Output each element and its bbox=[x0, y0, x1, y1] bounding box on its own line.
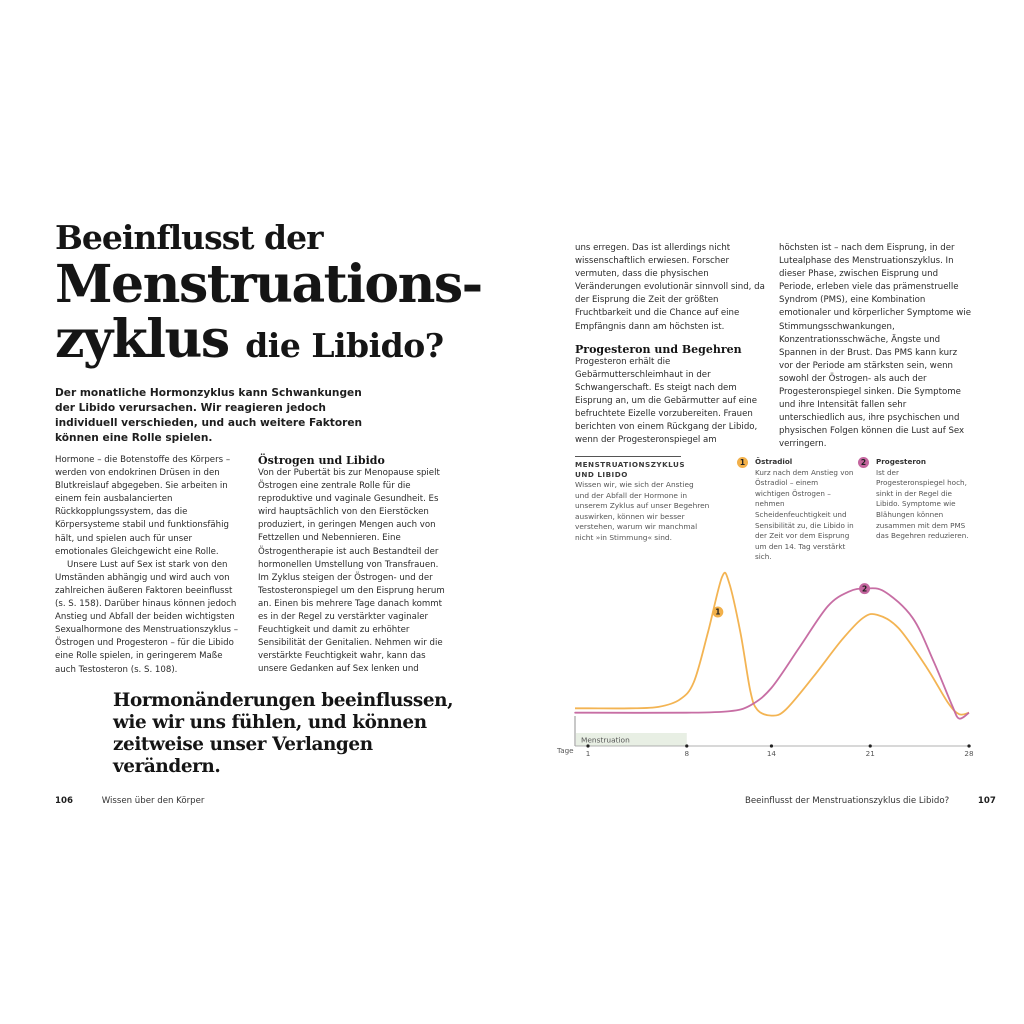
x-tick-mark bbox=[586, 744, 589, 747]
x-tick-label: 8 bbox=[684, 749, 690, 758]
caption-title-line-2: UND LIBIDO bbox=[575, 470, 628, 479]
section-heading: Progesteron und Begehren bbox=[575, 342, 742, 356]
note-body: Kurz nach dem Anstieg von Östradiol – einem wichtigen Östrogen – nehmen Scheidenfeuchtigkeit und Sensibilität zu, die Libido in der Zeit vor dem Eisprung um den 14. Tag verstärkt sich. bbox=[755, 467, 854, 562]
note-title: Östradiol bbox=[755, 457, 793, 466]
page-number: 107 bbox=[977, 796, 996, 806]
x-tick-label: 14 bbox=[766, 749, 777, 758]
chart-caption-body: Wissen wir, wie sich der Anstieg und der Abfall der Hormone in unserem Zyklus auf unser Begehren auswirken, können wir besser verstehen, warum wir manchmal nicht »in Stimmung« sind. bbox=[575, 480, 710, 542]
badge-1-icon: 1 bbox=[737, 457, 748, 468]
x-tick-mark bbox=[869, 744, 872, 747]
note-title: Progesteron bbox=[876, 457, 926, 466]
x-axis-label: Tage bbox=[557, 746, 574, 755]
caption-title-line-1: MENSTRUATIONSZYKLUS bbox=[575, 460, 686, 469]
lead-paragraph: Der monatliche Hormonzyklus kann Schwankungen der Libido verursachen. Wir reagieren jedoch individuell verschieden, und auch weitere Faktoren können eine Rolle spielen. bbox=[55, 387, 363, 444]
menstruation-label: Menstruation bbox=[581, 735, 630, 745]
x-tick-mark bbox=[685, 744, 688, 747]
title-line-1: Beeinflusst der bbox=[55, 218, 323, 257]
marker-label-stradiol: 1 bbox=[715, 607, 721, 617]
x-tick-label: 1 bbox=[585, 749, 591, 758]
footer-right bbox=[745, 796, 996, 806]
body-paragraph: Hormone – die Botenstoffe des Körpers – werden von endokrinen Drüsen in den Blutkreislauf abgegeben. Sie arbeiten in einem fein ausbalancierten Rückkopplungssystem, das die Körpersysteme stabil und funktionsfähig hält, und spielen auch für unser emotionales Gleichgewicht eine Rolle. bbox=[55, 455, 231, 557]
running-head: Wissen über den Körper bbox=[101, 796, 205, 806]
series-line-stradiol bbox=[575, 573, 969, 716]
x-tick-mark bbox=[967, 744, 970, 747]
series-line-progesteron bbox=[575, 588, 969, 718]
body-paragraph: höchsten ist – nach dem Eisprung, in der Lutealphase des Menstruationszyklus. In dieser Phase, zwischen Eisprung und Periode, erleben viele das prämenstruelle Syndrom (PMS), eine Kombination emotionaler und körperlicher Symptome wie Stimmungsschwankungen, Konzentrationsschwäche, Ängste und Spannen in der Brust. Das PMS kann kurz vor der Periode am stärksten sein, wenn sowohl der Östrogen- als auch der Progesteronspiegel sinken. Die Symptome und ihre Intensität fallen sehr unterschiedlich aus, ihre psychischen und physischen Folgen können die Lust auf Sex verringern. bbox=[779, 243, 971, 450]
x-tick-mark bbox=[770, 744, 773, 747]
x-tick-label: 28 bbox=[964, 749, 974, 758]
title-line-2: Menstruations- bbox=[55, 254, 482, 315]
page-number: 106 bbox=[55, 796, 73, 806]
body-paragraph: Unsere Lust auf Sex ist stark von den Umständen abhängig und wird auch von zahlreichen äußeren Faktoren beeinflusst (s. S. 158). Darüber hinaus können jedoch Anstieg und Abfall der beiden wichtigsten Sexualhormone des Menstruationszyklus – Östrogen und Progesteron – für die Libido eine Rolle spielen, in geringerem Maße auch Testosteron (s. S. 108). bbox=[55, 559, 239, 675]
badge-2-icon: 2 bbox=[858, 457, 869, 468]
marker-label-progesteron: 2 bbox=[861, 584, 868, 594]
body-paragraph: uns erregen. Das ist allerdings nicht wissenschaftlich erwiesen. Forscher vermuten, dass die physischen Veränderungen evolutionär sinnvoll sind, da der Eisprung die Zeit der größten Fruchtbarkeit und die Chance auf eine Empfängnis dann am höchsten ist. bbox=[575, 243, 765, 332]
running-head: Beeinflusst der Menstruationszyklus die Libido? bbox=[745, 796, 950, 806]
title-line-3-big: zyklus bbox=[55, 309, 229, 370]
x-tick-label: 21 bbox=[865, 749, 875, 758]
pull-quote: Hormonänderungen beeinflussen, wie wir uns fühlen, und können zeitweise unser Verlangen verändern. bbox=[113, 690, 454, 777]
note-body: Ist der Progesteronspiegel hoch, sinkt in der Regel die Libido. Symptome wie Blähungen können zusammen mit dem PMS das Begehren reduzieren. bbox=[876, 467, 969, 541]
section-heading: Östrogen und Libido bbox=[258, 454, 385, 467]
body-paragraph: Progesteron erhält die Gebärmutterschleimhaut in der Schwangerschaft. Es steigt nach dem Eisprung an, um die Gebärmutter auf eine befruchtete Eizelle vorzubereiten. Frauen berichten von einem Rückgang der Libido, wenn der Progesteronspiegel am bbox=[575, 356, 758, 446]
title-line-3-small: die Libido? bbox=[245, 326, 444, 365]
body-paragraph: Von der Pubertät bis zur Menopause spielt Östrogen eine zentrale Rolle für die reproduktive und vaginale Gesundheit. Es wird hauptsächlich von den Eierstöcken produziert, in geringen Mengen auch von Fettzellen und Nebennieren. Eine Östrogentherapie ist auch Bestandteil der hormonellen Umstellung von Transfrauen. Im Zyklus steigen der Östrogen- und der Testosteronspiegel um den Eisprung herum an. Einen bis mehrere Tage danach kommt es in der Regel zu verstärkter vaginaler Feuchtigkeit und damit zu erhöhter Sensibilität der Genitalien. Nehmen wir die verstärkte Feuchtigkeit wahr, kann das unsere Gedanken auf Sex lenken und bbox=[258, 468, 445, 675]
